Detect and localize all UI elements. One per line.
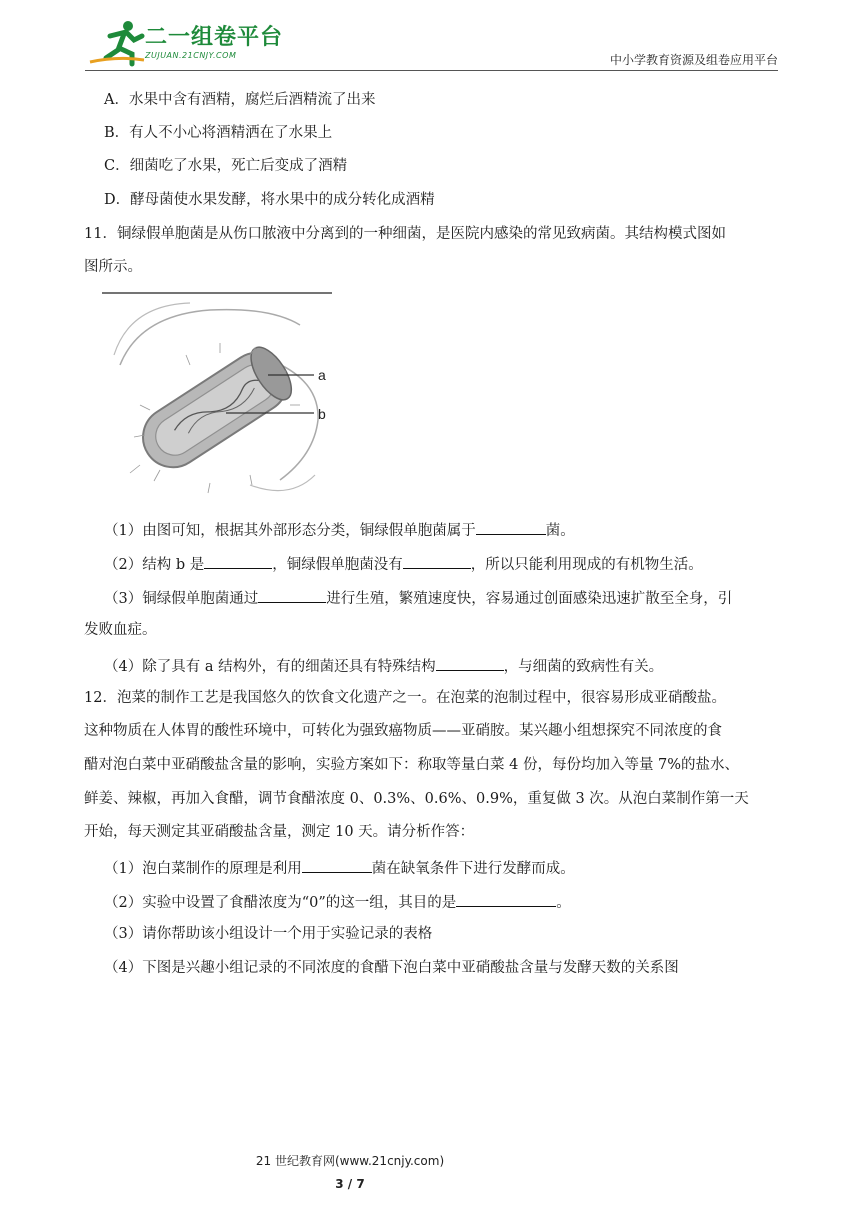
page-header [0, 0, 860, 75]
answer-blank[interactable] [403, 552, 471, 569]
q11-subquestion-2: （2）结构 b 是 ，铜绿假单胞菌没有 ，所以只能利用现成的有机物生活。 [104, 552, 703, 575]
q11-subquestion-3: （3）铜绿假单胞菌通过 进行生殖，繁殖速度快，容易通过创面感染迅速扩散至全身，引 [104, 586, 732, 609]
logo-subtext: ZUJUAN.21CNJY.COM [145, 51, 237, 60]
bacterium-structure-figure [100, 285, 350, 500]
q11-subquestion-3-continued: 发败血症。 [84, 622, 157, 638]
q12-stem-line-3: 醋对泡白菜中亚硝酸盐含量的影响，实验方案如下：称取等量白菜 4 份，每份均加入等量 7%的盐水、 [84, 757, 740, 773]
page-number: 3 / 7 [335, 1177, 365, 1191]
q12-stem-line-4: 鲜姜、辣椒，再加入食醋，调节食醋浓度 0、0.3%、0.6%、0.9%，重复做 3 次。从泡白菜制作第一天 [84, 791, 749, 807]
answer-blank[interactable] [302, 856, 372, 873]
answer-blank[interactable] [476, 518, 546, 535]
q12-stem-line-5: 开始，每天测定其亚硝酸盐含量，测定 10 天。请分析作答： [84, 824, 475, 840]
figure-label-b: b [318, 406, 326, 422]
q11-stem-line-1: 11．铜绿假单胞菌是从伤口脓液中分离到的一种细菌，是医院内感染的常见致病菌。其结构模式图如 [84, 226, 726, 242]
q12-stem-line-1: 12．泡菜的制作工艺是我国悠久的饮食文化遗产之一。在泡菜的泡制过程中，很容易形成亚硝酸盐。 [84, 690, 726, 706]
header-divider [85, 70, 778, 71]
q11-subquestion-4: （4）除了具有 a 结构外，有的细菌还具有特殊结构 ，与细菌的致病性有关。 [104, 654, 663, 677]
answer-blank[interactable] [436, 654, 504, 671]
logo-text: 二一组卷平台 [145, 25, 284, 50]
answer-blank[interactable] [258, 586, 326, 603]
q12-subquestion-4: （4）下图是兴趣小组记录的不同浓度的食醋下泡白菜中亚硝酸盐含量与发酵天数的关系图 [104, 960, 679, 976]
footer-site: 21 世纪教育网(www.21cnjy.com) [255, 1154, 445, 1168]
q12-subquestion-1: （1）泡白菜制作的原理是利用 菌在缺氧条件下进行发酵而成。 [104, 856, 575, 879]
header-platform-name: 中小学教育资源及组卷应用平台 [609, 53, 778, 67]
q11-stem-line-2: 图所示。 [84, 259, 142, 275]
q12-subquestion-3: （3）请你帮助该小组设计一个用于实验记录的表格 [104, 926, 433, 942]
option-a: A．水果中含有酒精，腐烂后酒精流了出来 [104, 92, 376, 108]
option-d: D．酵母菌使水果发酵，将水果中的成分转化成酒精 [104, 192, 435, 208]
q12-stem-line-2: 这种物质在人体胃的酸性环境中，可转化为强致癌物质——亚硝胺。某兴趣小组想探究不同浓度的食 [84, 723, 722, 739]
answer-blank[interactable] [456, 890, 556, 907]
answer-blank[interactable] [204, 552, 272, 569]
q12-subquestion-2: （2）实验中设置了食醋浓度为“0”的这一组，其目的是 。 [104, 890, 571, 913]
option-c: C．细菌吃了水果，死亡后变成了酒精 [104, 158, 348, 174]
figure-label-a: a [318, 367, 326, 383]
option-b: B．有人不小心将酒精洒在了水果上 [104, 125, 333, 141]
q11-subquestion-1: （1）由图可知，根据其外部形态分类，铜绿假单胞菌属于 菌。 [104, 518, 575, 541]
